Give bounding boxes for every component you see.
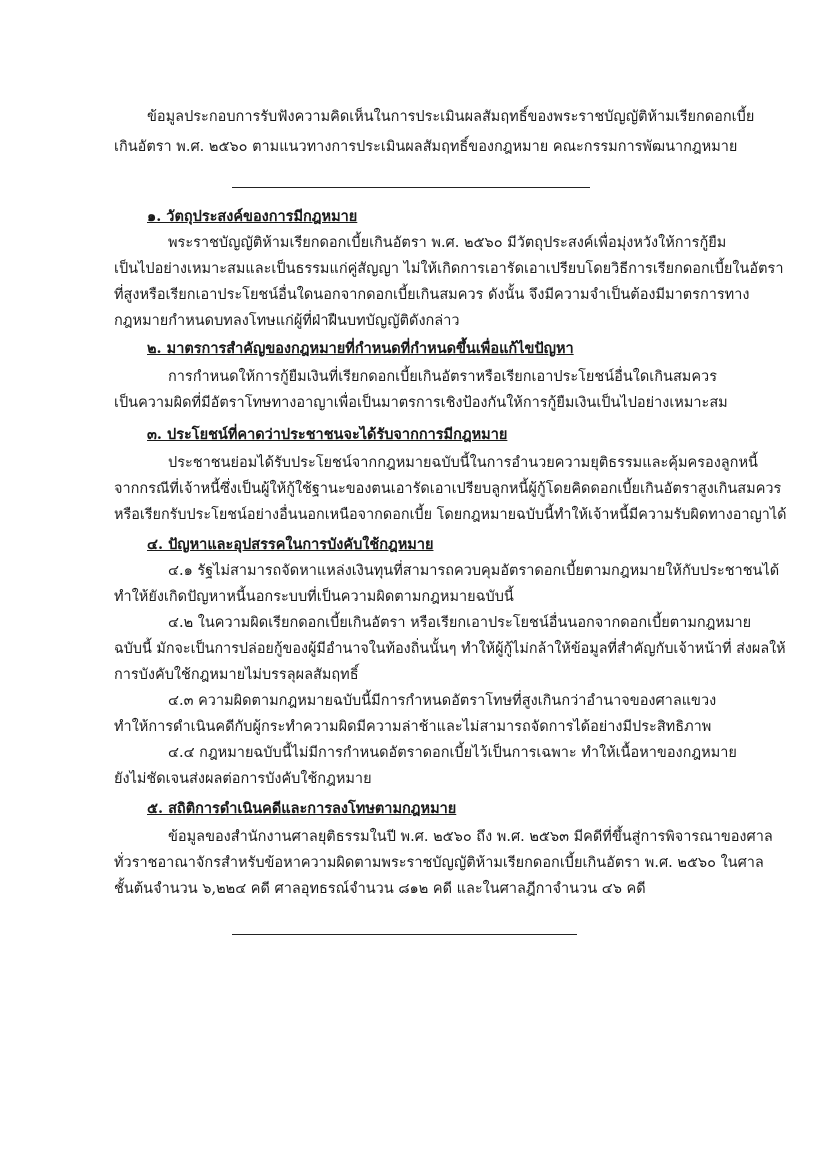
section-5-heading: ๕. สถิติการดำเนินคดีและการลงโทษตามกฎหมาย (147, 800, 457, 817)
section-1-line-1: พระราชบัญญัติห้ามเรียกดอกเบี้ยเกินอัตรา พ.ศ. ๒๕๖๐ มีวัตถุประสงค์เพื่อมุ่งหวังให้การกู้ยืม (168, 235, 727, 251)
section-4-line-2: ทำให้ยังเกิดปัญหาหนี้นอกระบบที่เป็นความผิดตามกฎหมายฉบับนี้ (114, 589, 514, 605)
section-4-line-4: ฉบับนี้ มักจะเป็นการปล่อยกู้ของผู้มีอำนาจในท้องถิ่นนั้นๆ ทำให้ผู้กู้ไม่กล้าให้ข้อมูลที่สำคัญกับเจ้าหน้าที่ ส่งผลให้ (114, 641, 786, 657)
section-2-line-1: การกำหนดให้การกู้ยืมเงินที่เรียกดอกเบี้ยเกินอัตราหรือเรียกเอาประโยชน์อื่นใดเกินสมควร (168, 369, 717, 385)
intro-line-2: เกินอัตรา พ.ศ. ๒๕๖๐ ตามแนวทางการประเมินผลสัมฤทธิ์ของกฎหมาย คณะกรรมการพัฒนากฎหมาย (114, 139, 738, 155)
section-4-heading: ๔. ปัญหาและอุปสรรคในการบังคับใช้กฎหมาย (147, 536, 434, 553)
bottom-divider (232, 934, 577, 935)
section-5-line-1: ข้อมูลของสำนักงานศาลยุติธรรมในปี พ.ศ. ๒๕๖๐ ถึง พ.ศ. ๒๕๖๓ มีคดีที่ขึ้นสู่การพิจารณาของศาล (168, 829, 773, 845)
section-3-line-2: จากกรณีที่เจ้าหนี้ซึ่งเป็นผู้ให้กู้ใช้ฐานะของตนเอารัดเอาเปรียบลูกหนี้ผู้กู้โดยคิดดอกเบี้ยเกินอัตราสูงเกินสมควร (114, 481, 782, 497)
section-5-line-2: ทั่วราชอาณาจักรสำหรับข้อหาความผิดตามพระราชบัญญัติห้ามเรียกดอกเบี้ยเกินอัตรา พ.ศ. ๒๕๖๐ ในศาล (114, 855, 764, 871)
section-3-line-1: ประชาชนย่อมได้รับประโยชน์จากกฎหมายฉบับนี้ในการอำนวยความยุติธรรมและคุ้มครองลูกหนี้ (168, 455, 758, 471)
intro-line-1: ข้อมูลประกอบการรับฟังความคิดเห็นในการประเมินผลสัมฤทธิ์ของพระราชบัญญัติห้ามเรียกดอกเบี้ย (147, 109, 755, 125)
section-4-line-7: ทำให้การดำเนินคดีกับผู้กระทำความผิดมีความล่าช้าและไม่สามารถจัดการได้อย่างมีประสิทธิภาพ (114, 719, 712, 735)
section-1-heading: ๑. วัตถุประสงค์ของการมีกฎหมาย (147, 208, 358, 225)
section-4-line-9: ยังไม่ชัดเจนส่งผลต่อการบังคับใช้กฎหมาย (114, 771, 372, 787)
section-1-line-3: ที่สูงหรือเรียกเอาประโยชน์อื่นใดนอกจากดอกเบี้ยเกินสมควร ดังนั้น จึงมีความจำเป็นต้องมีมาตรการทาง (114, 287, 750, 303)
section-4-line-3: ๔.๒ ในความผิดเรียกดอกเบี้ยเกินอัตรา หรือเรียกเอาประโยชน์อื่นนอกจากดอกเบี้ยตามกฎหมาย (168, 615, 752, 631)
section-4-line-6: ๔.๓ ความผิดตามกฎหมายฉบับนี้มีการกำหนดอัตราโทษที่สูงเกินกว่าอำนาจของศาลแขวง (168, 693, 717, 709)
top-divider (232, 187, 590, 188)
section-4-line-5: การบังคับใช้กฎหมายไม่บรรลุผลสัมฤทธิ์ (114, 667, 359, 683)
section-3-line-3: หรือเรียกรับประโยชน์อย่างอื่นนอกเหนือจากดอกเบี้ย โดยกฎหมายฉบับนี้ทำให้เจ้าหนี้มีความรับผิดทางอาญาได้ (114, 507, 787, 523)
section-3-heading: ๓. ประโยชน์ที่คาดว่าประชาชนจะได้รับจากการมีกฎหมาย (147, 426, 508, 443)
section-4-line-1: ๔.๑ รัฐไม่สามารถจัดหาแหล่งเงินทุนที่สามารถควบคุมอัตราดอกเบี้ยตามกฎหมายให้กับประชาชนได้ (168, 563, 780, 579)
section-2-heading: ๒. มาตรการสำคัญของกฎหมายที่กำหนดที่กำหนดขึ้นเพื่อแก้ไขปัญหา (147, 340, 574, 357)
section-1-line-4: กฎหมายกำหนดบทลงโทษแก่ผู้ที่ฝ่าฝืนบทบัญญัติดังกล่าว (114, 313, 460, 329)
section-1-line-2: เป็นไปอย่างเหมาะสมและเป็นธรรมแก่คู่สัญญา ไม่ให้เกิดการเอารัดเอาเปรียบโดยวิธีการเรียกดอกเบี้ยในอัตรา (114, 261, 784, 277)
section-4-line-8: ๔.๔ กฎหมายฉบับนี้ไม่มีการกำหนดอัตราดอกเบี้ยไว้เป็นการเฉพาะ ทำให้เนื้อหาของกฎหมาย (168, 745, 737, 761)
section-5-line-3: ชั้นต้นจำนวน ๖,๒๒๔ คดี ศาลอุทธรณ์จำนวน ๘๑๒ คดี และในศาลฎีกาจำนวน ๔๖ คดี (114, 881, 646, 897)
section-2-line-2: เป็นความผิดที่มีอัตราโทษทางอาญาเพื่อเป็นมาตรการเชิงป้องกันให้การกู้ยืมเงินเป็นไปอย่างเหมาะสม (114, 395, 728, 411)
